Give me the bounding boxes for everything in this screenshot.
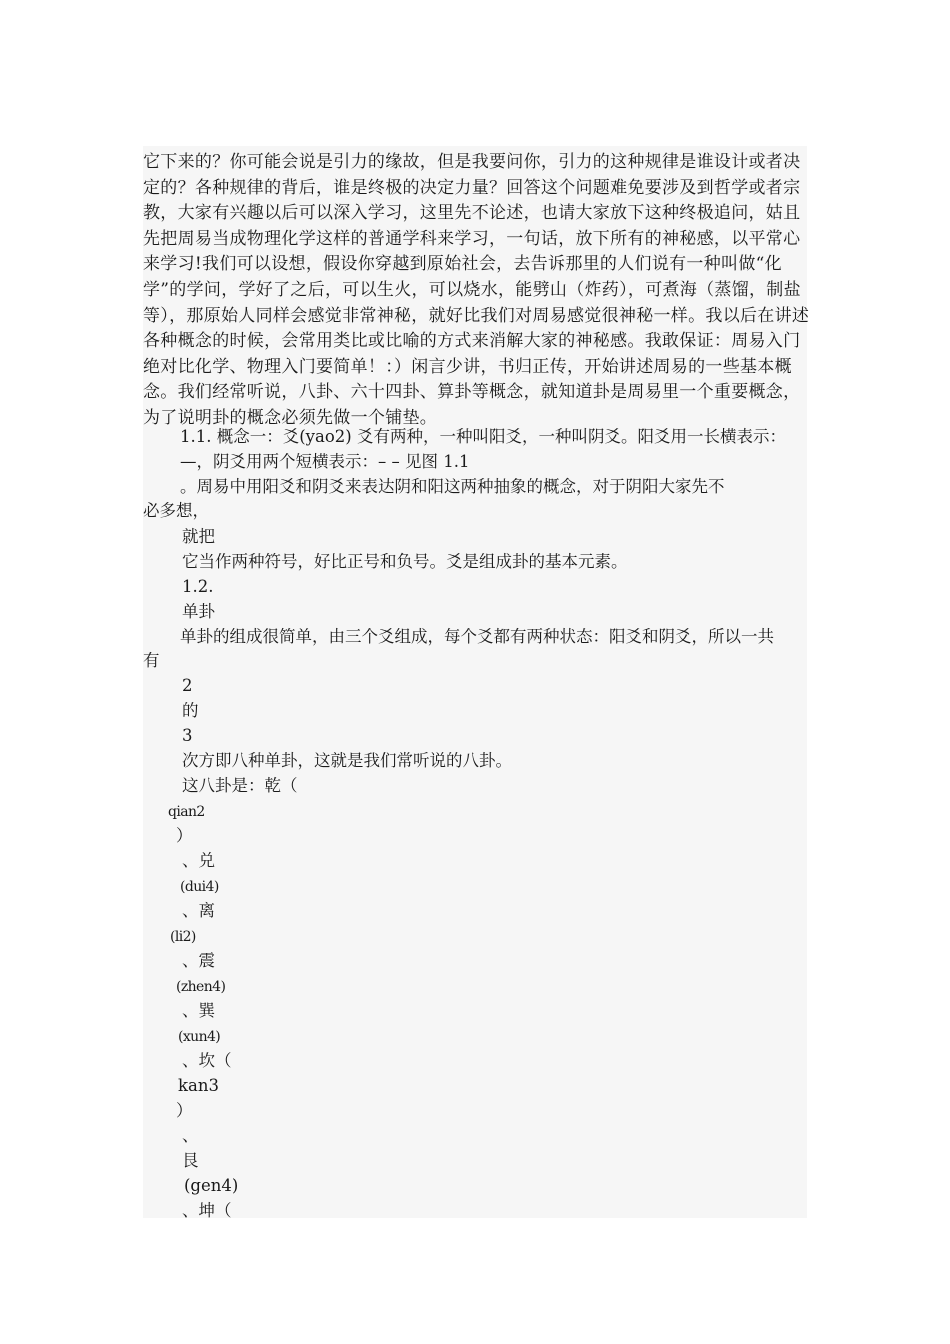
trigram-li: 、离 (182, 901, 215, 920)
pinyin-li: (li2) (170, 929, 196, 945)
text-line: 2 (182, 676, 193, 695)
trigram-zhen: 、震 (182, 951, 215, 970)
section-title: 单卦 (182, 602, 215, 621)
text-line: 就把 (182, 527, 215, 546)
trigram-dui: 、兑 (182, 851, 215, 870)
text-line: 单卦的组成很简单，由三个爻组成，每个爻都有两种状态：阳爻和阴爻，所以一共 (180, 627, 774, 646)
text-line: 这八卦是：乾（ (182, 776, 298, 795)
concept-1-heading: 1.1. 概念一：爻(yao2) 爻有两种，一种叫阳爻，一种叫阴爻。阳爻用一长横表示： (180, 427, 786, 446)
pinyin-zhen: (zhen4) (176, 979, 226, 995)
text-line: 。周易中用阳爻和阴爻来表达阴和阳这两种抽象的概念，对于阴阳大家先不 (180, 477, 725, 496)
text-line: 必多想， (143, 501, 209, 520)
text-line: ） (176, 826, 193, 845)
text-line: 3 (182, 726, 193, 745)
text-line: 有 (143, 651, 160, 670)
section-number: 1.2. (182, 577, 214, 596)
yin-yang-symbol-line: —，阴爻用两个短横表示：– – 见图 1.1 (180, 452, 470, 471)
trigram-kun: 、坤（ (182, 1201, 232, 1220)
text-line: ） (176, 1101, 193, 1120)
text-line: 、 (182, 1126, 199, 1145)
text-line: 的 (182, 701, 199, 720)
pinyin-qian: qian2 (168, 804, 205, 820)
trigram-kan: 、坎（ (182, 1051, 232, 1070)
text-line: 次方即八种单卦，这就是我们常听说的八卦。 (182, 751, 512, 770)
intro-paragraph: 它下来的？你可能会说是引力的缘故，但是我要问你，引力的这种规律是谁设计或者决定的？各种规律的背后，谁是终极的决定力量？回答这个问题难免要涉及到哲学或者宗教，大家有兴趣以后可以深入学习，这里先不论述，也请大家放下这种终极追问，姑且先把周易当成物理化学这样的普通学科来学习，一句话，放下所有的神秘感，以平常心来学习!我们可以设想，假设你穿越到原始社会，去告诉那里的人们说有一种叫做“化学”的学问，学好了之后，可以生火，可以烧水，能劈山（炸药），可煮海（蒸馏，制盐等），那原始人同样会感觉非常神秘，就好比我们对周易感觉很神秘一样。我以后在讲述各种概念的时候，会常用类比或比喻的方式来消解大家的神秘感。我敢保证：周易入门绝对比化学、物理入门要简单！：）闲言少讲，书归正传，开始讲述周易的一些基本概念。我们经常听说，八卦、六十四卦、算卦等概念，就知道卦是周易里一个重要概念，为了说明卦的概念必须先做一个铺垫。 (143, 152, 810, 428)
trigram-xun: 、巽 (182, 1001, 215, 1020)
pinyin-xun: (xun4) (178, 1029, 221, 1045)
pinyin-gen: (gen4) (184, 1176, 239, 1195)
trigram-gen: 艮 (182, 1151, 199, 1170)
text-line: 它当作两种符号，好比正号和负号。爻是组成卦的基本元素。 (182, 552, 628, 571)
pinyin-kan: kan3 (178, 1076, 219, 1095)
pinyin-dui: (dui4) (180, 879, 219, 895)
